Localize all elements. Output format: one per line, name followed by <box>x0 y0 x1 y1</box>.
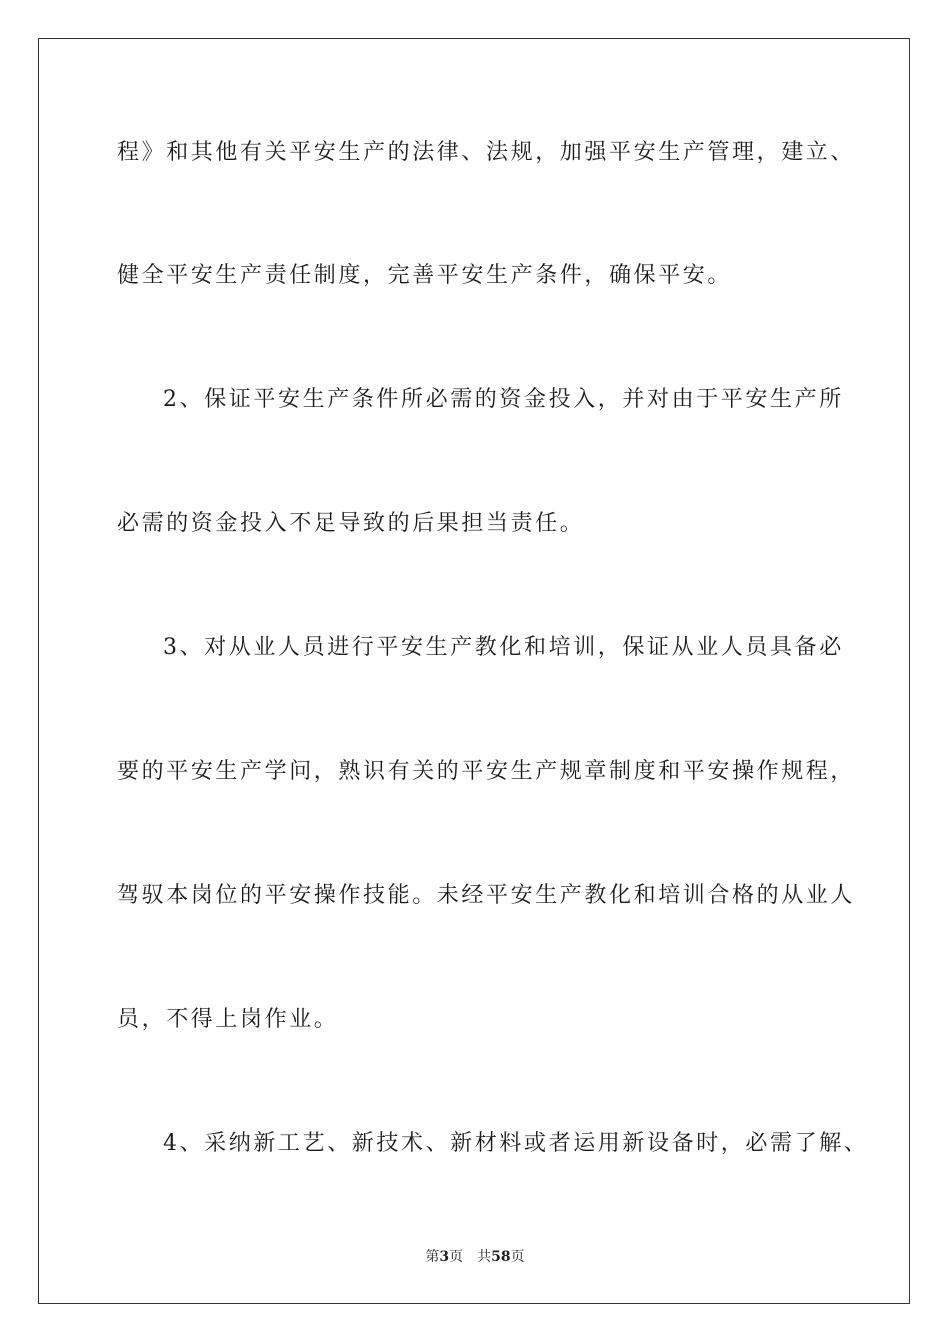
page-footer <box>0 1248 950 1266</box>
body-text-line: 程》和其他有关平安生产的法律、法规，加强平安生产管理，建立、 <box>117 140 856 165</box>
total-suffix: 页 <box>510 1249 525 1265</box>
page-frame <box>38 38 910 1304</box>
body-text-line: 要的平安生产学问，熟识有关的平安生产规章制度和平安操作规程， <box>117 759 856 784</box>
paragraph-2-start: 2、保证平安生产条件所必需的资金投入，并对由于平安生产所 <box>163 387 844 412</box>
body-text-line: 员，不得上岗作业。 <box>117 1007 339 1032</box>
body-text-line: 必需的资金投入不足导致的后果担当责任。 <box>117 511 585 536</box>
paragraph-3-start: 3、对从业人员进行平安生产教化和培训，保证从业人员具备必 <box>163 635 844 660</box>
total-pages: 58 <box>491 1249 511 1265</box>
page-suffix: 页 <box>449 1249 464 1265</box>
total-prefix: 共 <box>477 1249 492 1265</box>
body-text-line: 健全平安生产责任制度，完善平安生产条件，确保平安。 <box>117 263 733 288</box>
page-prefix: 第 <box>425 1249 440 1265</box>
body-text-line: 驾驭本岗位的平安操作技能。未经平安生产教化和培训合格的从业人 <box>117 883 856 908</box>
paragraph-4-start: 4、采纳新工艺、新技术、新材料或者运用新设备时，必需了解、 <box>163 1131 869 1156</box>
page-number: 3 <box>439 1249 450 1265</box>
